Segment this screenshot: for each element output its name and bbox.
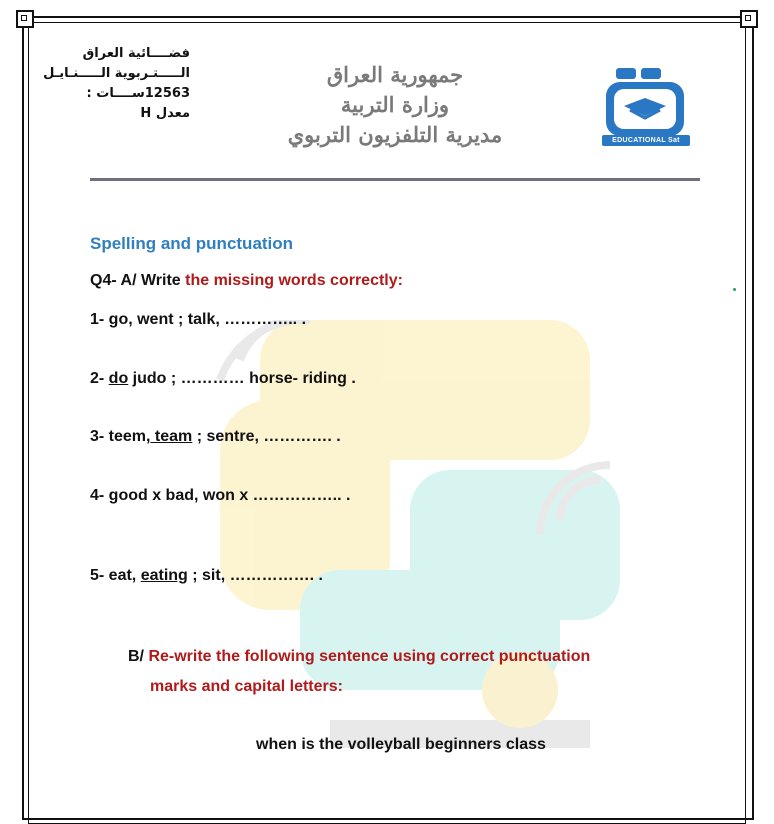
channel-info-line-1: فضــــائية العراق [82,46,190,61]
item-3-underlined: team [150,428,193,445]
item-5-pre: 5- eat, [90,567,141,584]
item-2-pre: 2- [90,370,109,387]
corner-ornament-right [740,10,758,28]
sentence-to-punctuate: when is the volleyball beginners class [256,736,546,753]
question-4a-prefix: Q4- A/ Write [90,272,186,289]
ministry-heading [270,60,520,150]
question-4a-instruction: the missing words correctly: [185,272,403,289]
educational-tv-logo-icon [600,66,690,146]
channel-info-line-2: الـــــتـربوية الـــــنـايـل [43,66,190,81]
channel-info-line-4: معدل H [140,106,190,121]
item-1: 1- go, went ; talk, ………….. . [90,311,307,328]
channel-info [40,44,190,124]
corner-ornament-left [16,10,34,28]
question-4a [90,272,403,290]
item-2-underlined: do [108,370,129,387]
item-5-underlined: eating [140,567,188,584]
item-5-post: ; sit, ……………. . [187,567,323,584]
item-4: 4- good x bad, won x …………….. . [90,487,351,504]
item-3-pre: 3- teem, [90,428,151,445]
logo-caption: EDUCATIONAL Sat [602,135,690,146]
section-title: Spelling and punctuation [90,234,294,253]
question-4b [128,648,590,666]
item-2-post: judo ; ………… horse- riding . [128,370,356,387]
question-4b-instruction-line-1: Re-write the following sentence using correct punctuation [148,648,591,665]
ministry-line-3: مديرية التلفزيون التربوي [287,122,503,147]
item-2 [90,370,356,388]
header-divider [90,178,700,181]
ministry-line-2: وزارة التربية [340,92,450,117]
item-5 [90,567,323,585]
question-4b-label: B/ [128,648,149,665]
channel-info-line-3: 12563ســــات : [86,86,190,101]
ministry-line-1: جمهورية العراق [326,62,464,87]
item-3 [90,428,341,446]
question-4b-instruction-line-2: marks and capital letters: [150,678,343,695]
stray-dot [733,288,736,291]
item-3-post: ; sentre, …………. . [192,428,341,445]
